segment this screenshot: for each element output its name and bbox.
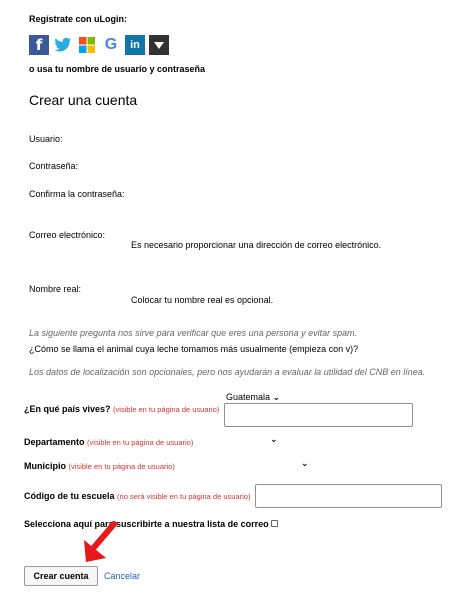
confirm-password-label: Confirma la contraseña: xyxy=(29,189,125,199)
department-label xyxy=(24,437,193,447)
country-visibility-note: (visible en tu página de usuario) xyxy=(113,405,220,414)
municipality-label xyxy=(24,461,175,471)
municipality-select-chevron-icon[interactable]: ⌄ xyxy=(301,458,309,468)
email-label: Correo electrónico: xyxy=(29,230,106,240)
captcha-question: ¿Cómo se llama el animal cuya leche tomamos más usualmente (empieza con v)? xyxy=(29,344,359,354)
create-account-button[interactable]: Crear cuenta xyxy=(24,566,98,586)
twitter-icon[interactable] xyxy=(53,35,73,55)
department-label-text: Departamento xyxy=(24,437,85,447)
email-note: Es necesario proporcionar una dirección de correo electrónico. xyxy=(131,240,382,250)
page-title: Crear una cuenta xyxy=(29,92,138,108)
department-visibility-note: (visible en tu página de usuario) xyxy=(87,438,194,447)
department-select-chevron-icon[interactable]: ⌄ xyxy=(270,434,278,444)
country-label xyxy=(24,404,219,414)
country-selected-value: Guatemala xyxy=(226,392,271,402)
realname-note: Colocar tu nombre real es opcional. xyxy=(131,295,274,305)
newsletter-checkbox[interactable] xyxy=(271,520,278,527)
location-note: Los datos de localización son opcionales, pero nos ayudarán a evaluar la utilidad del CNB en línea. xyxy=(29,367,426,377)
municipality-label-text: Municipio xyxy=(24,461,66,471)
country-select[interactable] xyxy=(226,392,280,403)
linkedin-icon[interactable]: in xyxy=(125,35,145,55)
school-label xyxy=(24,491,250,501)
newsletter-label: Selecciona aquí para suscribirte a nuestra lista de correo xyxy=(24,519,269,529)
username-label: Usuario: xyxy=(29,134,63,144)
password-label: Contraseña: xyxy=(29,161,79,171)
municipality-visibility-note: (visible en tu página de usuario) xyxy=(68,462,175,471)
school-code-input[interactable] xyxy=(255,484,442,508)
school-visibility-note: (no será visible en tu página de usuario) xyxy=(117,492,251,501)
red-arrow-annotation-icon xyxy=(78,518,122,566)
country-input[interactable] xyxy=(224,403,413,427)
alt-login-text: o usa tu nombre de usuario y contraseña xyxy=(29,64,206,74)
captcha-note: La siguiente pregunta nos sirve para verificar que eres una persona y evitar spam. xyxy=(29,328,358,338)
cancel-link[interactable]: Cancelar xyxy=(104,571,141,581)
more-icon[interactable] xyxy=(149,35,169,55)
google-icon[interactable]: G xyxy=(104,36,118,53)
microsoft-icon[interactable] xyxy=(77,35,97,55)
social-login-icons xyxy=(29,35,169,55)
chevron-down-icon: ⌄ xyxy=(272,392,281,402)
facebook-icon[interactable]: f xyxy=(29,35,49,55)
country-label-text: ¿En qué país vives? xyxy=(24,404,111,414)
social-login-header: Regístrate con uLogin: xyxy=(29,14,128,24)
school-label-text: Código de tu escuela xyxy=(24,491,115,501)
realname-label: Nombre real: xyxy=(29,284,82,294)
